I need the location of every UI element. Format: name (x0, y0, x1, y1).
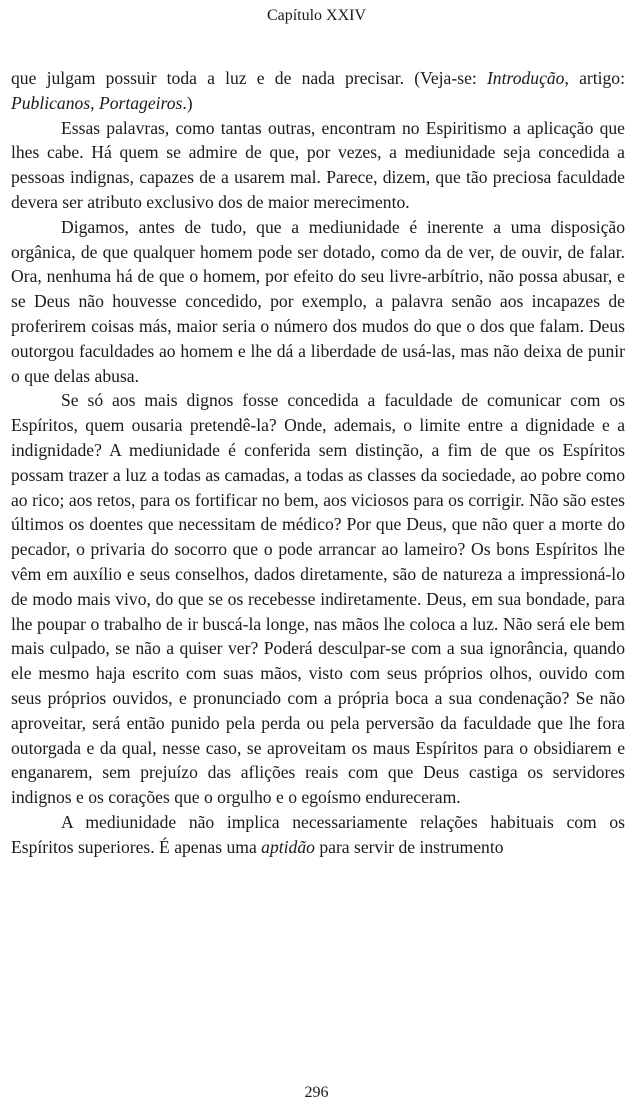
text-run: , (90, 92, 99, 113)
text-run: Se só aos mais dignos fosse concedida a faculdade de comunicar com os Espíritos, quem ousaria pretendê-la? Onde, ademais, o limite entre a dignidade e a indignidade? A mediunidade é conferida sem distinção, a fim de que os Espíritos possam trazer a luz a todas as camadas, a todas as classes da sociedade, ao pobre como ao rico; aos retos, para os fortificar no bem, aos viciosos para os corrigir. Não são estes últimos os doentes que necessitam de médico? Por que Deus, que não quer a morte do pecador, o privaria do socorro que o pode arrancar ao lameiro? Os bons Espíritos lhe vêm em auxílio e seus conselhos, dados diretamente, são de natureza a impressioná-lo de modo mais vivo, do que se os recebesse indiretamente. Deus, em sua bondade, para lhe poupar o trabalho de ir buscá-la longe, nas mãos lhe coloca a luz. Não será ele bem mais culpado, se não a quiser ver? Poderá desculpar-se com a sua ignorância, quando ele mesmo haja escrito com suas mãos, visto com seus próprios olhos, ouvido com seus próprios ouvidos, e pronunciado com a própria boca a sua condenação? Se não aproveitar, será então punido pela perda ou pela perversão da faculdade que lhe fora outorgada e da qual, nesse caso, se aproveitam os maus Espíritos para o obsidiarem e enganarem, sem prejuízo das aflições reais com que Deus castiga os servidores indignos e os corações que o orgulho e o egoísmo endureceram. (11, 390, 625, 808)
italic-text: Introdução (486, 68, 565, 88)
italic-text: aptidão (261, 836, 315, 857)
text-run: para servir de instrumento (314, 836, 504, 857)
page-number: 296 (304, 1084, 329, 1101)
text-run: Digamos, antes de tudo, que a mediunidade é inerente a uma disposição orgânica, de que qualquer homem pode ser dotado, como da de ver, de ouvir, de falar. Ora, nenhuma há de que o homem, por efeito do seu livre-arbítrio, não possa abusar, e se Deus não houvesse concedido, por exemplo, a palavra senão aos incapazes de proferirem coisas más, maior seria o número dos mudos do que o dos que falam. Deus outorgou faculdades ao homem e lhe dá a liberdade de usá-las, mas não deixa de punir o que delas abusa. (11, 216, 625, 386)
paragraph (11, 215, 625, 389)
paragraph (11, 810, 625, 860)
italic-text: Publicanos (11, 92, 91, 113)
text-run: que julgam possuir toda a luz e de nada precisar. (Veja-se: (11, 68, 487, 88)
text-run: , artigo: (564, 68, 625, 88)
paragraph-continuation (11, 66, 625, 116)
paragraph (11, 116, 625, 215)
body-text (11, 66, 625, 860)
text-run: A mediunidade não implica necessariamente relações habituais com os Espíritos superiores. É apenas uma (11, 811, 625, 857)
running-header: Capítulo XXIV (266, 7, 367, 24)
text-run: Essas palavras, como tantas outras, encontram no Espiritismo a aplicação que lhes cabe. Há quem se admire de que, por vezes, a mediunidade seja concedida a pessoas indignas, capazes de a usarem mal. Parece, dizem, que tão preciosa faculdade devera ser atributo exclusivo dos de maior merecimento. (11, 117, 625, 212)
paragraph (11, 388, 625, 810)
text-run: .) (182, 92, 193, 113)
italic-text: Portageiros (98, 92, 183, 113)
